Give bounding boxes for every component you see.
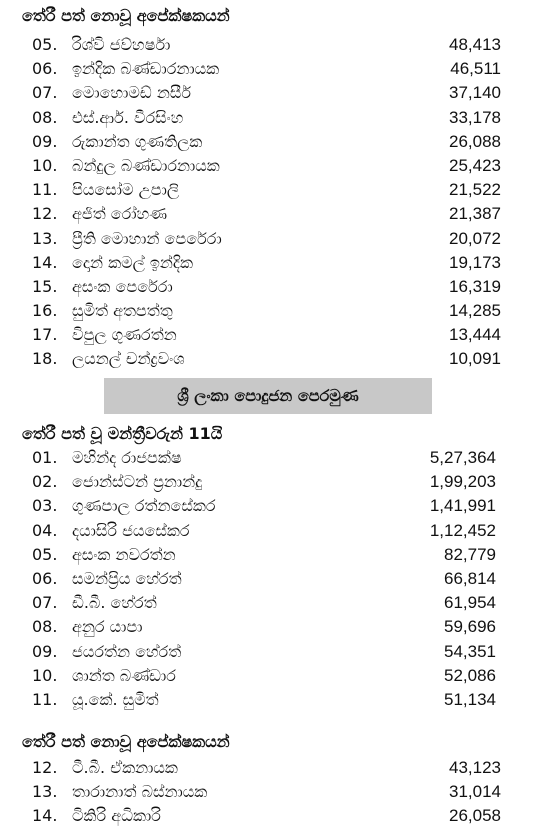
row-number: 16. xyxy=(32,301,58,321)
candidate-name: ඉන්දික බණ්ඩාරනායක xyxy=(72,59,220,79)
party-name: ශ්‍රී ලංකා පොදුජන පෙරමුණ xyxy=(177,386,359,405)
candidate-name: පියසෝම උපාලි xyxy=(72,180,180,200)
vote-count: 31,014 xyxy=(449,782,501,802)
vote-count: 19,173 xyxy=(449,252,501,272)
candidate-name: ජොන්ස්ටන් ප්‍රනාන්දු xyxy=(72,472,203,492)
candidate-name: ලයනල් චන්ද්‍රවංශ xyxy=(72,349,185,369)
list-item xyxy=(0,567,544,591)
row-number: 14. xyxy=(32,252,58,272)
row-number: 10. xyxy=(32,665,58,685)
candidate-name: මහින්ද රාජපක්ෂ xyxy=(72,448,182,467)
row-number: 15. xyxy=(32,276,58,296)
row-number: 05. xyxy=(32,35,58,54)
row-number: 05. xyxy=(32,544,58,564)
candidate-name: අජිත් රෝහණ xyxy=(72,204,168,224)
candidate-name: එස්.ආර්. වීරසිංහ xyxy=(72,107,184,127)
vote-count: 48,413 xyxy=(449,35,501,54)
vote-count: 26,088 xyxy=(449,131,501,151)
list-item xyxy=(0,543,544,567)
vote-count: 54,351 xyxy=(444,641,496,661)
vote-count: 46,511 xyxy=(450,59,501,79)
vote-count: 26,058 xyxy=(449,806,501,826)
list-item xyxy=(0,202,544,226)
row-number: 06. xyxy=(32,59,58,79)
vote-count: 52,086 xyxy=(444,665,496,685)
candidate-list-2 xyxy=(0,446,544,712)
list-item xyxy=(0,33,544,57)
list-item xyxy=(0,106,544,130)
list-item xyxy=(0,81,544,105)
vote-count: 20,072 xyxy=(449,228,501,248)
candidate-name: අසංක නවරත්න xyxy=(72,544,176,564)
vote-count: 33,178 xyxy=(449,107,501,127)
list-item xyxy=(0,251,544,275)
vote-count: 1,41,991 xyxy=(429,496,496,516)
row-number: 08. xyxy=(32,617,58,637)
row-number: 09. xyxy=(32,131,58,151)
candidate-name: අසංක පෙරේරා xyxy=(72,276,173,296)
list-item xyxy=(0,323,544,347)
vote-count: 14,285 xyxy=(449,301,501,321)
list-item xyxy=(0,519,544,543)
row-number: 11. xyxy=(32,180,58,200)
list-item xyxy=(0,640,544,664)
list-item xyxy=(0,615,544,639)
vote-count: 59,696 xyxy=(444,617,496,637)
row-number: 13. xyxy=(32,782,58,802)
vote-count: 37,140 xyxy=(449,83,501,103)
candidate-name: ටී.බී. ඒකනායක xyxy=(72,758,178,777)
list-item xyxy=(0,154,544,178)
candidate-name: ටිකිරි අධිකාරි xyxy=(72,806,161,826)
vote-count: 82,779 xyxy=(444,544,496,564)
candidate-name: සමන්ප්‍රිය හේරත් xyxy=(72,568,182,588)
vote-count: 61,954 xyxy=(444,593,496,613)
list-item xyxy=(0,470,544,494)
row-number: 14. xyxy=(32,806,58,826)
section-heading-elected: තේරී පත් වූ මන්ත්‍රීවරුන් 11යි xyxy=(22,424,223,443)
candidate-name: මොහොමඩ් නසීර් xyxy=(72,83,192,103)
list-item xyxy=(0,275,544,299)
list-item xyxy=(0,688,544,712)
list-item xyxy=(0,756,544,780)
row-number: 01. xyxy=(32,448,58,467)
row-number: 06. xyxy=(32,568,58,588)
row-number: 17. xyxy=(32,325,58,345)
list-item xyxy=(0,227,544,251)
candidate-name: දොන් කමල් ඉන්දික xyxy=(72,252,193,272)
candidate-name: ඩී.බී. හේරත් xyxy=(72,593,157,613)
section-heading-unelected-2: තේරී පත් නොවූ අපේක්ෂකයන් xyxy=(22,732,230,751)
vote-count: 51,134 xyxy=(444,689,496,709)
candidate-name: විපුල ගුණරත්න xyxy=(72,325,177,345)
candidate-list-3 xyxy=(0,756,544,829)
row-number: 18. xyxy=(32,349,58,369)
vote-count: 1,99,203 xyxy=(429,472,496,492)
vote-count: 21,387 xyxy=(449,204,501,224)
row-number: 04. xyxy=(32,520,58,540)
candidate-name: ශාන්ත බණ්ඩාර xyxy=(72,665,176,685)
candidate-name: තාරානාත් බස්නායක xyxy=(72,782,208,802)
vote-count: 43,123 xyxy=(449,758,501,777)
row-number: 09. xyxy=(32,641,58,661)
vote-count: 21,522 xyxy=(449,180,501,200)
row-number: 07. xyxy=(32,83,58,103)
row-number: 11. xyxy=(32,689,58,709)
vote-count: 25,423 xyxy=(449,155,501,175)
list-item xyxy=(0,780,544,804)
candidate-name: බන්දුල බණ්ඩාරනායක xyxy=(72,155,220,175)
list-item xyxy=(0,299,544,323)
candidate-name: යූ.කේ. සුමිත් xyxy=(72,689,159,709)
candidate-name: සුමිත් අතපත්තු xyxy=(72,301,173,321)
vote-count: 10,091 xyxy=(449,349,501,369)
candidate-name: ගුණපාල රත්නසේකර xyxy=(72,496,216,516)
list-item xyxy=(0,130,544,154)
row-number: 12. xyxy=(32,204,58,224)
candidate-name: රුකාන්ත ගුණතිලක xyxy=(72,131,203,151)
candidate-name: අනුර යාපා xyxy=(72,617,143,637)
row-number: 02. xyxy=(32,472,58,492)
vote-count: 5,27,364 xyxy=(429,448,496,467)
list-item xyxy=(0,804,544,828)
row-number: 07. xyxy=(32,593,58,613)
vote-count: 16,319 xyxy=(449,276,501,296)
party-banner xyxy=(104,378,432,414)
row-number: 13. xyxy=(32,228,58,248)
list-item xyxy=(0,178,544,202)
list-item xyxy=(0,494,544,518)
list-item xyxy=(0,664,544,688)
candidate-name: ප්‍රීති මොහාන් පෙරේරා xyxy=(72,228,222,248)
row-number: 12. xyxy=(32,758,58,777)
list-item xyxy=(0,347,544,371)
candidate-name: ජයරත්න හේරත් xyxy=(72,641,182,661)
row-number: 08. xyxy=(32,107,58,127)
list-item xyxy=(0,591,544,615)
section-heading-unelected-1: තේරී පත් නොවූ අපේක්ෂකයන් xyxy=(22,6,230,25)
candidate-list-1 xyxy=(0,33,544,372)
vote-count: 13,444 xyxy=(449,325,501,345)
candidate-name: දයාසිරි ජයසේකර xyxy=(72,520,190,540)
list-item xyxy=(0,57,544,81)
row-number: 10. xyxy=(32,155,58,175)
vote-count: 1,12,452 xyxy=(429,520,496,540)
vote-count: 66,814 xyxy=(444,568,496,588)
row-number: 03. xyxy=(32,496,58,516)
candidate-name: රිශ්වි ජව්හර්ෂා xyxy=(72,35,171,54)
list-item xyxy=(0,446,544,470)
